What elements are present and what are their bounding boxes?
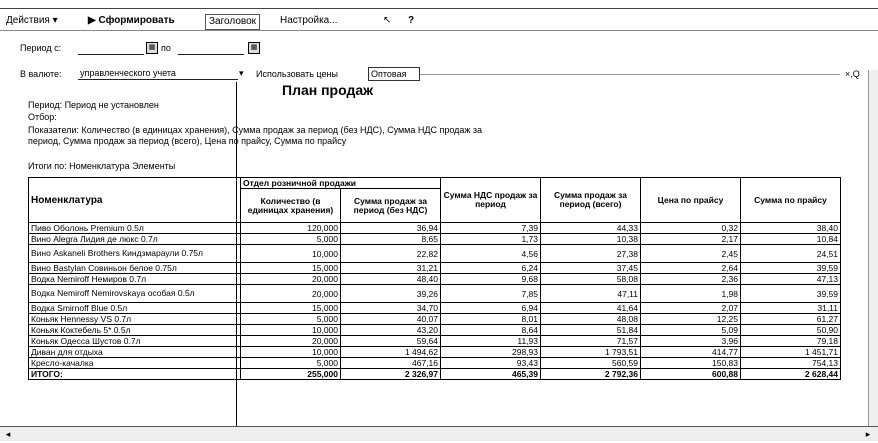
cell-net: 43,20	[341, 325, 441, 336]
vertical-scrollbar[interactable]	[868, 70, 878, 426]
total-row[interactable]	[29, 369, 841, 380]
cell-net: 48,40	[341, 274, 441, 285]
col-header-sum-total: Сумма продаж за период (всего)	[541, 178, 641, 223]
cell-name: Водка Nemiroff Nemirovskaya особая 0.5л	[29, 285, 241, 303]
cell-total: 71,57	[541, 336, 641, 347]
cell-psum: 61,27	[741, 314, 841, 325]
cell-name: Коньяк Коктебель 5* 0.5л	[29, 325, 241, 336]
report-indicators-line2: период, Сумма продаж за период (всего), Цена по прайсу, Сумма по прайсу	[28, 136, 347, 146]
cell-vat: 8,01	[441, 314, 541, 325]
cell-vat: 1,73	[441, 234, 541, 245]
table-row[interactable]	[29, 358, 841, 369]
table-row[interactable]	[29, 347, 841, 358]
cell-total: 37,45	[541, 263, 641, 274]
cell-net: 40,07	[341, 314, 441, 325]
report-selection: Отбор:	[28, 112, 57, 122]
build-button[interactable]	[88, 14, 175, 28]
cell-vat: 8,64	[441, 325, 541, 336]
cell-name: Диван для отдыха	[29, 347, 241, 358]
cell-psum: 1 451,71	[741, 347, 841, 358]
period-from-field[interactable]	[78, 42, 144, 55]
sales-plan-table	[28, 177, 841, 380]
cell-price: 0,32	[641, 223, 741, 234]
cell-psum: 39,59	[741, 263, 841, 274]
cell-vat: 6,94	[441, 303, 541, 314]
cell-net: 34,70	[341, 303, 441, 314]
cell-vat: 4,56	[441, 245, 541, 263]
report-indicators-line1: Показатели: Количество (в единицах хранения), Сумма продаж за период (без НДС), Сумма НДС продаж за	[28, 125, 483, 135]
cell-qty: 15,000	[241, 263, 341, 274]
period-to-field[interactable]	[178, 42, 244, 55]
cell-net: 39,26	[341, 285, 441, 303]
cell-qty: 10,000	[241, 245, 341, 263]
report-totals-by: Итоги по: Номенклатура Элементы	[28, 161, 176, 171]
cell-name: Водка Smirnoff Blue 0.5л	[29, 303, 241, 314]
cell-qty: 20,000	[241, 274, 341, 285]
cell-vat: 9,68	[441, 274, 541, 285]
cell-total: 48,08	[541, 314, 641, 325]
cell-name: Вино Askaneli Brothers Киндзмараули 0.75л	[29, 245, 241, 263]
cell-net: 8,65	[341, 234, 441, 245]
cell-price: 2,45	[641, 245, 741, 263]
build-label: Сформировать	[98, 15, 175, 26]
actions-label: Действия	[6, 15, 50, 26]
scroll-right-icon[interactable]: ▸	[865, 429, 871, 439]
cell-qty: 5,000	[241, 234, 341, 245]
period-from-label: Период с:	[20, 43, 62, 53]
group-header-retail: Отдел розничной продажи	[241, 178, 441, 189]
cell-total: 10,38	[541, 234, 641, 245]
cell-psum: 39,59	[741, 285, 841, 303]
header-button[interactable]: Заголовок	[205, 14, 260, 30]
cell-qty: 20,000	[241, 285, 341, 303]
cell-total: 44,33	[541, 223, 641, 234]
cell-psum: 24,51	[741, 245, 841, 263]
cell-name: Вино Bastylan Совиньон белое 0.75л	[29, 263, 241, 274]
table-row[interactable]	[29, 274, 841, 285]
cell-vat: 7,85	[441, 285, 541, 303]
calendar-icon[interactable]: ▦	[248, 42, 260, 54]
cell-price: 1,98	[641, 285, 741, 303]
report-area	[14, 82, 859, 422]
cell-total: 27,38	[541, 245, 641, 263]
table-row[interactable]	[29, 234, 841, 245]
cell-price: 2,64	[641, 263, 741, 274]
cell-qty: 5,000	[241, 358, 341, 369]
scroll-left-icon[interactable]: ◂	[5, 429, 11, 439]
cell-name: Кресло-качалка	[29, 358, 241, 369]
cell-price: 3,96	[641, 336, 741, 347]
chevron-down-icon[interactable]: ▾	[239, 68, 244, 78]
cell-qty: 15,000	[241, 303, 341, 314]
cursor-icon[interactable]: ↖	[383, 15, 392, 26]
cell-price: 2,07	[641, 303, 741, 314]
cell-psum: 38,40	[741, 223, 841, 234]
report-title: План продаж	[282, 82, 374, 98]
cell-psum: 79,18	[741, 336, 841, 347]
cell-vat: 298,93	[441, 347, 541, 358]
cell-net: 467,16	[341, 358, 441, 369]
cell-psum: 754,13	[741, 358, 841, 369]
cell-total: 58,08	[541, 274, 641, 285]
cell-total: 51,84	[541, 325, 641, 336]
cell-qty: 10,000	[241, 347, 341, 358]
cell-total: 47,11	[541, 285, 641, 303]
cell-qty: 20,000	[241, 336, 341, 347]
cell-qty: 10,000	[241, 325, 341, 336]
actions-menu[interactable]	[6, 14, 58, 28]
cell-net: 2 326,97	[341, 369, 441, 380]
cell-price: 12,25	[641, 314, 741, 325]
price-type-underline	[420, 74, 840, 75]
cell-price: 2,17	[641, 234, 741, 245]
cell-net: 22,82	[341, 245, 441, 263]
cell-name: Пиво Оболонь Premium 0.5л	[29, 223, 241, 234]
cell-net: 36,94	[341, 223, 441, 234]
cell-vat: 465,39	[441, 369, 541, 380]
calendar-icon[interactable]: ▦	[146, 42, 158, 54]
table-row[interactable]	[29, 245, 841, 263]
cell-total: 560,59	[541, 358, 641, 369]
table-row[interactable]	[29, 303, 841, 314]
col-header-sum-net: Сумма продаж за период (без НДС)	[341, 189, 441, 223]
cell-qty: 120,000	[241, 223, 341, 234]
chevron-down-icon: ▾	[52, 15, 58, 26]
cell-price: 150,83	[641, 358, 741, 369]
currency-select[interactable]: управленческого учета	[78, 67, 238, 80]
cell-name: ИТОГО:	[29, 369, 241, 380]
cell-name: Водка Nemiroff Немиров 0.7л	[29, 274, 241, 285]
table-row[interactable]	[29, 263, 841, 274]
table-row[interactable]	[29, 336, 841, 347]
cell-vat: 11,93	[441, 336, 541, 347]
cell-total: 41,64	[541, 303, 641, 314]
cell-name: Коньяк Hennessy VS 0.7л	[29, 314, 241, 325]
cell-psum: 50,90	[741, 325, 841, 336]
play-icon: ▶	[88, 15, 96, 26]
toolbar	[0, 0, 878, 32]
cell-net: 31,21	[341, 263, 441, 274]
toolbar-divider	[0, 30, 878, 31]
cell-psum: 10,84	[741, 234, 841, 245]
cell-vat: 93,43	[441, 358, 541, 369]
cell-net: 59,64	[341, 336, 441, 347]
cell-psum: 47,13	[741, 274, 841, 285]
cell-vat: 6,24	[441, 263, 541, 274]
period-to-label: по	[161, 43, 171, 53]
col-header-price: Цена по прайсу	[641, 178, 741, 223]
cell-total: 2 792,36	[541, 369, 641, 380]
table-body	[29, 223, 841, 380]
table-row[interactable]	[29, 325, 841, 336]
col-header-vat: Сумма НДС продаж за период	[441, 178, 541, 223]
help-button[interactable]: ?	[408, 15, 415, 26]
table-row[interactable]	[29, 223, 841, 234]
col-header-nomenclature: Номенклатура	[29, 178, 241, 223]
cell-net: 1 494,62	[341, 347, 441, 358]
cell-psum: 31,11	[741, 303, 841, 314]
cell-qty: 255,000	[241, 369, 341, 380]
col-header-qty: Количество (в единицах хранения)	[241, 189, 341, 223]
cell-price: 5,09	[641, 325, 741, 336]
cell-name: Коньяк Одесса Шустов 0.7л	[29, 336, 241, 347]
cell-price: 600,88	[641, 369, 741, 380]
price-type-label: Использовать цены	[256, 69, 338, 79]
search-icon[interactable]: ×,Q	[845, 69, 860, 79]
cell-qty: 5,000	[241, 314, 341, 325]
cell-name: Вино Alegra Лидия де люкс 0.7л	[29, 234, 241, 245]
col-header-price-sum: Сумма по прайсу	[741, 178, 841, 223]
cell-total: 1 793,51	[541, 347, 641, 358]
toolbar-top-line	[0, 8, 878, 9]
cell-price: 414,77	[641, 347, 741, 358]
settings-button[interactable]: Настройка...	[280, 15, 338, 26]
cell-price: 2,36	[641, 274, 741, 285]
price-type-field[interactable]: Оптовая	[368, 67, 420, 81]
cell-psum: 2 628,44	[741, 369, 841, 380]
horizontal-scrollbar[interactable]	[0, 426, 878, 441]
table-row[interactable]	[29, 285, 841, 303]
report-period: Период: Период не установлен	[28, 100, 159, 110]
table-row[interactable]	[29, 314, 841, 325]
currency-label: В валюте:	[20, 69, 62, 79]
filters-panel	[0, 32, 878, 82]
cell-vat: 7,39	[441, 223, 541, 234]
